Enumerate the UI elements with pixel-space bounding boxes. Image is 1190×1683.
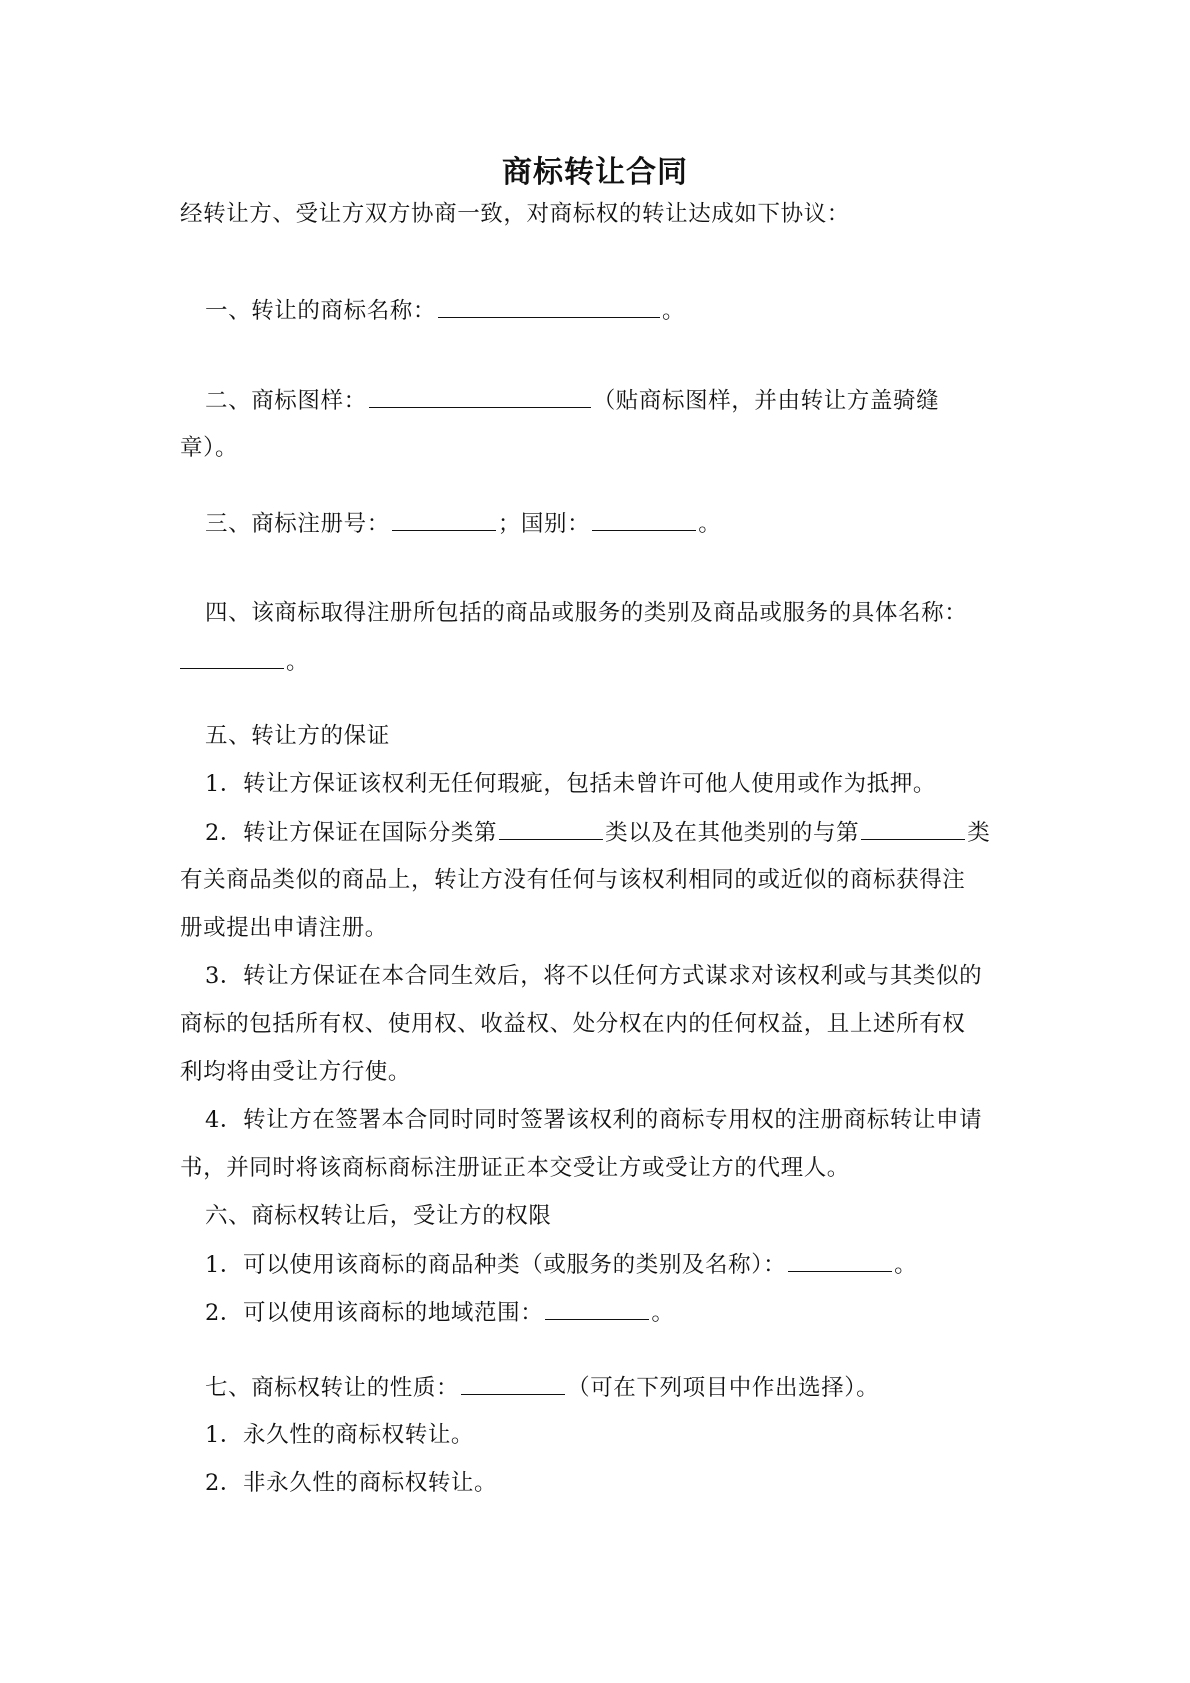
clause-3-label: 三、商标注册号： (205, 511, 390, 537)
clause-6-item-1 (205, 1249, 1045, 1280)
trademark-name-blank[interactable] (438, 295, 660, 318)
clause-1 (205, 295, 1045, 326)
clause-6-item-1-label: 1．可以使用该商标的商品种类（或服务的类别及名称）： (205, 1252, 787, 1278)
clause-3-end: 。 (698, 511, 722, 537)
trademark-sample-blank[interactable] (369, 385, 591, 408)
intro-paragraph: 经转让方、受让方双方协商一致，对商标权的转让达成如下协议： (180, 201, 850, 227)
clause-4-end: 。 (286, 649, 310, 675)
clause-6-item-2 (205, 1297, 1045, 1328)
transfer-nature-blank[interactable] (461, 1372, 565, 1395)
clause-1-end: 。 (662, 298, 686, 324)
registration-number-blank[interactable] (392, 508, 496, 531)
clause-5-item-2-a: 2．转让方保证在国际分类第 (205, 820, 498, 846)
clause-5-item-3-line-2: 商标的包括所有权、使用权、收益权、处分权在内的任何权益，且上述所有权 (180, 1011, 966, 1037)
clause-4-answer (180, 646, 1020, 677)
clause-5-item-2 (205, 817, 1045, 848)
clause-6-item-1-end: 。 (894, 1252, 918, 1278)
goods-services-blank[interactable] (180, 646, 284, 669)
clause-1-label: 一、转让的商标名称： (205, 298, 437, 324)
clause-2-continuation: 章）。 (180, 435, 239, 461)
clause-7 (205, 1372, 1045, 1403)
clause-5-heading: 五、转让方的保证 (205, 723, 390, 749)
clause-6-item-2-label: 2．可以使用该商标的地域范围： (205, 1300, 544, 1326)
clause-2 (205, 385, 1045, 416)
clause-5-item-2-line-2: 有关商品类似的商品上，转让方没有任何与该权利相同的或近似的商标获得注 (180, 867, 966, 893)
clause-6-heading: 六、商标权转让后，受让方的权限 (205, 1203, 552, 1229)
clause-4: 四、该商标取得注册所包括的商品或服务的类别及商品或服务的具体名称： (205, 600, 968, 626)
clause-3-mid: ；国别： (497, 511, 591, 537)
region-scope-blank[interactable] (545, 1297, 649, 1320)
country-blank[interactable] (592, 508, 696, 531)
clause-5-item-3-line-1: 3．转让方保证在本合同生效后，将不以任何方式谋求对该权利或与其类似的 (205, 963, 983, 989)
clause-7-option-1: 1．永久性的商标权转让。 (205, 1422, 475, 1448)
clause-5-item-2-b: 类以及在其他类别的与第 (605, 820, 860, 846)
intl-class-blank[interactable] (499, 817, 603, 840)
document-title: 商标转让合同 (502, 155, 688, 190)
clause-5-item-3-line-3: 利均将由受让方行使。 (180, 1059, 412, 1085)
clause-7-option-2: 2．非永久性的商标权转让。 (205, 1470, 498, 1496)
clause-5-item-1: 1．转让方保证该权利无任何瑕疵，包括未曾许可他人使用或作为抵押。 (205, 771, 937, 797)
clause-2-note: （贴商标图样，并由转让方盖骑缝 (592, 388, 940, 414)
goods-type-blank[interactable] (788, 1249, 892, 1272)
other-class-blank[interactable] (861, 817, 965, 840)
clause-3 (205, 508, 1045, 539)
clause-6-item-2-end: 。 (651, 1300, 675, 1326)
clause-5-item-4-line-2: 书，并同时将该商标商标注册证正本交受让方或受让方的代理人。 (180, 1155, 850, 1181)
clause-5-item-2-c: 类 (967, 820, 991, 846)
clause-2-label: 二、商标图样： (205, 388, 367, 414)
clause-5-item-4-line-1: 4．转让方在签署本合同时同时签署该权利的商标专用权的注册商标转让申请 (205, 1107, 983, 1133)
clause-7-label: 七、商标权转让的性质： (205, 1375, 460, 1401)
clause-5-item-2-line-3: 册或提出申请注册。 (180, 915, 388, 941)
clause-7-note: （可在下列项目中作出选择）。 (567, 1375, 880, 1401)
